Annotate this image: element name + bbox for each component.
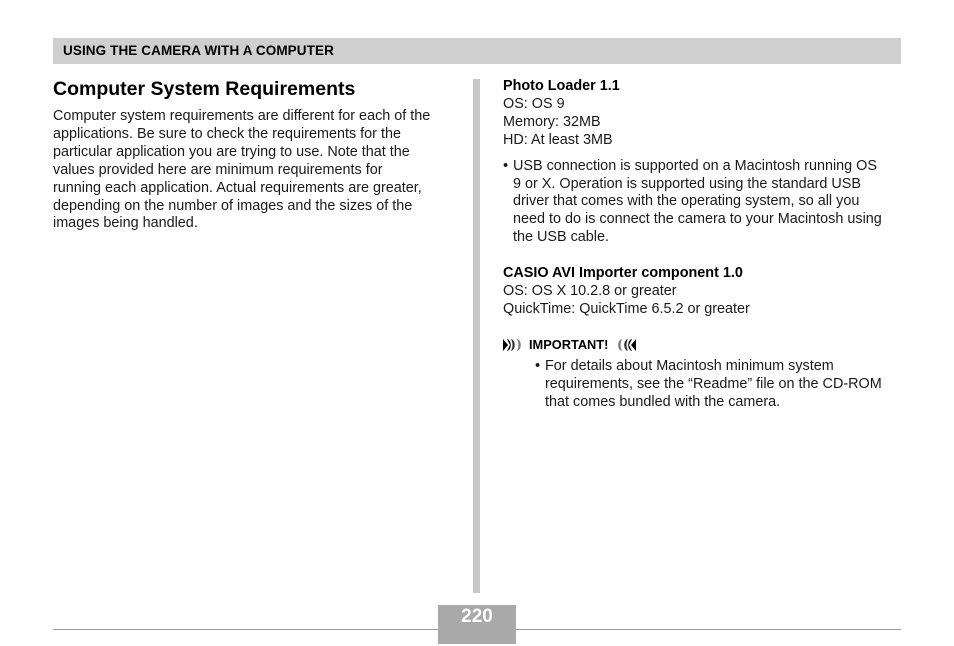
important-note bbox=[535, 358, 908, 412]
important-note-line: requirements, see the “Readme” file on the CD-ROM bbox=[545, 375, 882, 392]
avi-importer-heading: CASIO AVI Importer component 1.0 bbox=[503, 265, 743, 282]
important-note-line: that comes bundled with the camera. bbox=[545, 393, 781, 410]
intro-line: Computer system requirements are different for each of the bbox=[53, 108, 431, 124]
intro-line: applications. Be sure to check the requirements for the bbox=[53, 125, 401, 142]
section-header-bar bbox=[53, 38, 901, 64]
bullet-mark: • bbox=[535, 357, 541, 374]
page-number: 220 bbox=[461, 606, 493, 627]
intro-line: running each application. Actual requirements are greater, bbox=[53, 179, 422, 196]
avi-importer-requirements bbox=[503, 265, 908, 319]
photo-loader-heading: Photo Loader 1.1 bbox=[503, 78, 620, 94]
usb-note-line: need to do is connect the camera to your Macintosh using bbox=[513, 211, 882, 228]
column-divider bbox=[473, 79, 480, 593]
photo-loader-memory: Memory: 32MB bbox=[503, 113, 601, 130]
bullet-mark: • bbox=[503, 157, 509, 174]
usb-note-line: 9 or X. Operation is supported using the standard USB bbox=[513, 175, 861, 192]
photo-loader-hd: HD: At least 3MB bbox=[503, 131, 613, 148]
important-label: IMPORTANT! bbox=[529, 336, 609, 352]
page-title: Computer System Requirements bbox=[53, 78, 356, 100]
important-left-marker-icon bbox=[503, 339, 525, 351]
left-column bbox=[53, 77, 458, 233]
usb-note-line: the USB cable. bbox=[513, 229, 609, 246]
intro-line: images being handled. bbox=[53, 215, 198, 232]
page-number-box bbox=[438, 605, 516, 644]
important-heading bbox=[503, 336, 908, 354]
important-right-marker-icon bbox=[614, 339, 636, 351]
usb-note-line: USB connection is supported on a Macintosh running OS bbox=[513, 157, 877, 174]
important-note-line: For details about Macintosh minimum system bbox=[545, 357, 834, 374]
photo-loader-os: OS: OS 9 bbox=[503, 95, 565, 112]
page-number-box-bottom bbox=[438, 630, 516, 644]
spacer bbox=[503, 247, 908, 265]
intro-line: values provided here are minimum requirements for bbox=[53, 161, 383, 178]
intro-paragraph bbox=[53, 108, 458, 233]
photo-loader-requirements bbox=[503, 78, 908, 150]
usb-note-line: driver that comes with the operating system, so all you bbox=[513, 193, 860, 210]
right-column bbox=[503, 78, 908, 412]
intro-line: depending on the number of images and the sizes of the bbox=[53, 197, 413, 214]
spacer bbox=[503, 319, 908, 336]
usb-note bbox=[503, 158, 908, 248]
section-header-label: USING THE CAMERA WITH A COMPUTER bbox=[63, 43, 334, 58]
avi-importer-os: OS: OS X 10.2.8 or greater bbox=[503, 283, 677, 300]
avi-importer-quicktime: QuickTime: QuickTime 6.5.2 or greater bbox=[503, 300, 750, 317]
intro-line: particular application you are trying to use. Note that the bbox=[53, 143, 410, 160]
